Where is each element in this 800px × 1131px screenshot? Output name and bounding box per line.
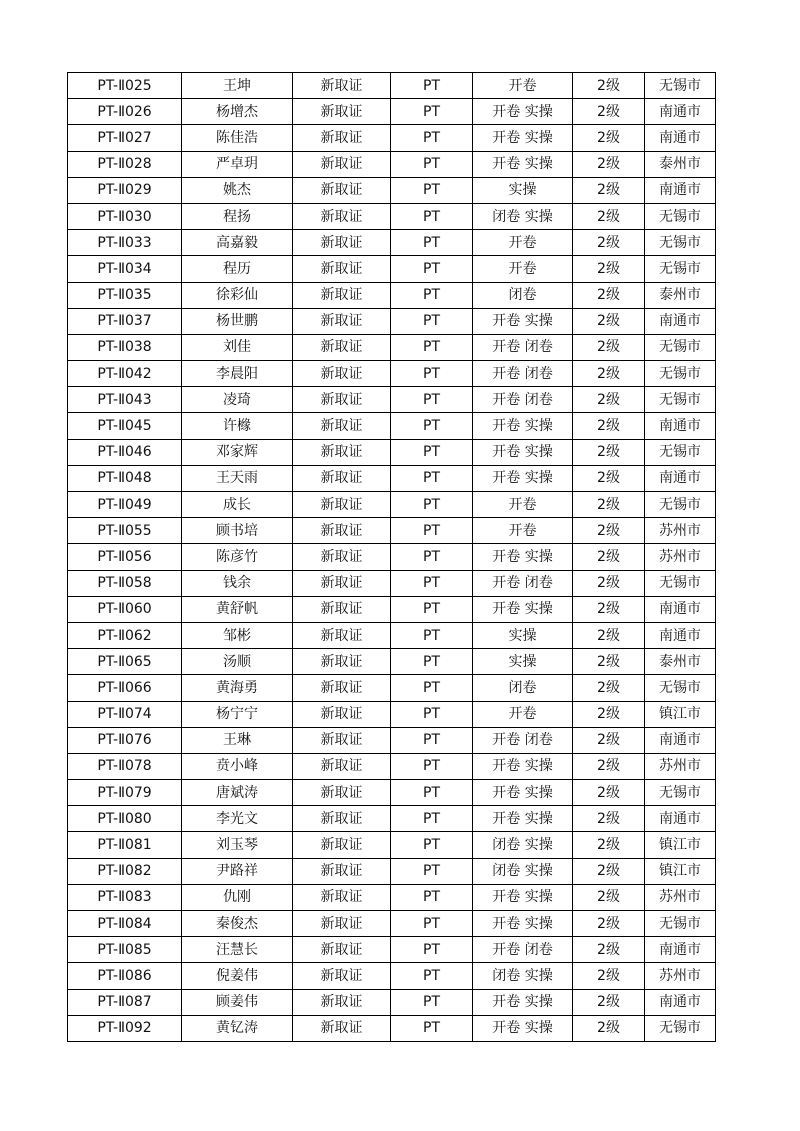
cert-number-cell: PT-Ⅱ082: [68, 858, 182, 884]
cert-type-cell: 新取证: [293, 1015, 391, 1041]
roster-body: [68, 73, 716, 1042]
city-cell: 无锡市: [645, 256, 716, 282]
level-cell: 2级: [573, 884, 645, 910]
level-cell: 2级: [573, 99, 645, 125]
name-cell: 汤顺: [182, 649, 293, 675]
exam-part-cell: 开卷: [473, 701, 573, 727]
method-cell: PT: [391, 361, 473, 387]
cert-number-cell: PT-Ⅱ074: [68, 701, 182, 727]
exam-part-cell: 开卷 闭卷: [473, 387, 573, 413]
method-cell: PT: [391, 230, 473, 256]
cert-type-cell: 新取证: [293, 439, 391, 465]
name-cell: 邹彬: [182, 622, 293, 648]
table-row: [68, 622, 716, 648]
exam-part-cell: 开卷 实操: [473, 753, 573, 779]
table-row: [68, 858, 716, 884]
city-cell: 南通市: [645, 806, 716, 832]
city-cell: 泰州市: [645, 649, 716, 675]
cert-type-cell: 新取证: [293, 387, 391, 413]
name-cell: 杨世鹏: [182, 308, 293, 334]
level-cell: 2级: [573, 911, 645, 937]
method-cell: PT: [391, 727, 473, 753]
table-row: [68, 1015, 716, 1041]
exam-part-cell: 开卷 实操: [473, 465, 573, 491]
name-cell: 程扬: [182, 203, 293, 229]
exam-part-cell: 实操: [473, 649, 573, 675]
method-cell: PT: [391, 675, 473, 701]
method-cell: PT: [391, 596, 473, 622]
cert-number-cell: PT-Ⅱ042: [68, 361, 182, 387]
city-cell: 无锡市: [645, 911, 716, 937]
city-cell: 镇江市: [645, 858, 716, 884]
exam-part-cell: 开卷 实操: [473, 806, 573, 832]
city-cell: 无锡市: [645, 675, 716, 701]
exam-part-cell: 开卷 闭卷: [473, 361, 573, 387]
level-cell: 2级: [573, 675, 645, 701]
method-cell: PT: [391, 858, 473, 884]
table-row: [68, 544, 716, 570]
method-cell: PT: [391, 334, 473, 360]
cert-number-cell: PT-Ⅱ030: [68, 203, 182, 229]
level-cell: 2级: [573, 230, 645, 256]
cert-number-cell: PT-Ⅱ087: [68, 989, 182, 1015]
cert-number-cell: PT-Ⅱ045: [68, 413, 182, 439]
table-row: [68, 99, 716, 125]
name-cell: 唐斌涛: [182, 780, 293, 806]
level-cell: 2级: [573, 937, 645, 963]
table-row: [68, 256, 716, 282]
table-row: [68, 518, 716, 544]
cert-type-cell: 新取证: [293, 492, 391, 518]
roster-table: [67, 72, 716, 1042]
method-cell: PT: [391, 256, 473, 282]
city-cell: 苏州市: [645, 963, 716, 989]
table-row: [68, 125, 716, 151]
cert-type-cell: 新取证: [293, 151, 391, 177]
cert-type-cell: 新取证: [293, 256, 391, 282]
cert-number-cell: PT-Ⅱ080: [68, 806, 182, 832]
method-cell: PT: [391, 753, 473, 779]
cert-number-cell: PT-Ⅱ055: [68, 518, 182, 544]
exam-part-cell: 闭卷: [473, 282, 573, 308]
exam-part-cell: 实操: [473, 622, 573, 648]
city-cell: 无锡市: [645, 1015, 716, 1041]
method-cell: PT: [391, 203, 473, 229]
cert-number-cell: PT-Ⅱ037: [68, 308, 182, 334]
city-cell: 泰州市: [645, 151, 716, 177]
level-cell: 2级: [573, 439, 645, 465]
exam-part-cell: 开卷 闭卷: [473, 570, 573, 596]
cert-number-cell: PT-Ⅱ043: [68, 387, 182, 413]
level-cell: 2级: [573, 125, 645, 151]
cert-number-cell: PT-Ⅱ058: [68, 570, 182, 596]
method-cell: PT: [391, 989, 473, 1015]
cert-number-cell: PT-Ⅱ048: [68, 465, 182, 491]
method-cell: PT: [391, 308, 473, 334]
cert-type-cell: 新取证: [293, 73, 391, 99]
name-cell: 汪慧长: [182, 937, 293, 963]
cert-type-cell: 新取证: [293, 282, 391, 308]
name-cell: 程历: [182, 256, 293, 282]
method-cell: PT: [391, 151, 473, 177]
level-cell: 2级: [573, 413, 645, 439]
city-cell: 南通市: [645, 989, 716, 1015]
city-cell: 无锡市: [645, 334, 716, 360]
level-cell: 2级: [573, 492, 645, 518]
exam-part-cell: 开卷: [473, 492, 573, 518]
cert-number-cell: PT-Ⅱ026: [68, 99, 182, 125]
method-cell: PT: [391, 1015, 473, 1041]
city-cell: 无锡市: [645, 230, 716, 256]
city-cell: 镇江市: [645, 701, 716, 727]
cert-number-cell: PT-Ⅱ066: [68, 675, 182, 701]
level-cell: 2级: [573, 753, 645, 779]
name-cell: 陈彦竹: [182, 544, 293, 570]
name-cell: 邓家辉: [182, 439, 293, 465]
cert-type-cell: 新取证: [293, 334, 391, 360]
cert-number-cell: PT-Ⅱ085: [68, 937, 182, 963]
level-cell: 2级: [573, 544, 645, 570]
table-row: [68, 701, 716, 727]
name-cell: 杨增杰: [182, 99, 293, 125]
name-cell: 尹路祥: [182, 858, 293, 884]
level-cell: 2级: [573, 256, 645, 282]
level-cell: 2级: [573, 334, 645, 360]
cert-type-cell: 新取证: [293, 177, 391, 203]
method-cell: PT: [391, 649, 473, 675]
exam-part-cell: 开卷 实操: [473, 884, 573, 910]
cert-type-cell: 新取证: [293, 963, 391, 989]
exam-part-cell: 开卷 实操: [473, 544, 573, 570]
level-cell: 2级: [573, 832, 645, 858]
level-cell: 2级: [573, 858, 645, 884]
exam-part-cell: 开卷 实操: [473, 99, 573, 125]
name-cell: 黄舒帆: [182, 596, 293, 622]
name-cell: 凌琦: [182, 387, 293, 413]
city-cell: 苏州市: [645, 884, 716, 910]
cert-number-cell: PT-Ⅱ076: [68, 727, 182, 753]
method-cell: PT: [391, 544, 473, 570]
level-cell: 2级: [573, 518, 645, 544]
method-cell: PT: [391, 99, 473, 125]
exam-part-cell: 闭卷: [473, 675, 573, 701]
city-cell: 苏州市: [645, 544, 716, 570]
level-cell: 2级: [573, 727, 645, 753]
method-cell: PT: [391, 622, 473, 648]
level-cell: 2级: [573, 780, 645, 806]
table-row: [68, 780, 716, 806]
level-cell: 2级: [573, 151, 645, 177]
name-cell: 王琳: [182, 727, 293, 753]
city-cell: 苏州市: [645, 518, 716, 544]
method-cell: PT: [391, 937, 473, 963]
table-row: [68, 963, 716, 989]
table-row: [68, 911, 716, 937]
cert-number-cell: PT-Ⅱ046: [68, 439, 182, 465]
cert-type-cell: 新取证: [293, 622, 391, 648]
level-cell: 2级: [573, 596, 645, 622]
cert-type-cell: 新取证: [293, 832, 391, 858]
method-cell: PT: [391, 465, 473, 491]
level-cell: 2级: [573, 806, 645, 832]
exam-part-cell: 实操: [473, 177, 573, 203]
table-row: [68, 73, 716, 99]
cert-type-cell: 新取证: [293, 727, 391, 753]
exam-part-cell: 闭卷 实操: [473, 963, 573, 989]
table-row: [68, 884, 716, 910]
level-cell: 2级: [573, 622, 645, 648]
exam-part-cell: 开卷 实操: [473, 911, 573, 937]
method-cell: PT: [391, 911, 473, 937]
exam-part-cell: 开卷 实操: [473, 308, 573, 334]
exam-part-cell: 开卷 实操: [473, 596, 573, 622]
name-cell: 秦俊杰: [182, 911, 293, 937]
city-cell: 南通市: [645, 596, 716, 622]
city-cell: 无锡市: [645, 203, 716, 229]
cert-number-cell: PT-Ⅱ083: [68, 884, 182, 910]
table-row: [68, 439, 716, 465]
cert-type-cell: 新取证: [293, 570, 391, 596]
cert-number-cell: PT-Ⅱ038: [68, 334, 182, 360]
cert-number-cell: PT-Ⅱ079: [68, 780, 182, 806]
table-row: [68, 177, 716, 203]
name-cell: 姚杰: [182, 177, 293, 203]
cert-type-cell: 新取证: [293, 649, 391, 675]
method-cell: PT: [391, 518, 473, 544]
method-cell: PT: [391, 125, 473, 151]
city-cell: 无锡市: [645, 361, 716, 387]
name-cell: 严卓玥: [182, 151, 293, 177]
city-cell: 南通市: [645, 413, 716, 439]
name-cell: 高嘉毅: [182, 230, 293, 256]
method-cell: PT: [391, 439, 473, 465]
name-cell: 顾书培: [182, 518, 293, 544]
city-cell: 南通市: [645, 937, 716, 963]
city-cell: 无锡市: [645, 73, 716, 99]
city-cell: 南通市: [645, 308, 716, 334]
table-row: [68, 334, 716, 360]
table-row: [68, 596, 716, 622]
cert-type-cell: 新取证: [293, 780, 391, 806]
cert-number-cell: PT-Ⅱ081: [68, 832, 182, 858]
method-cell: PT: [391, 570, 473, 596]
level-cell: 2级: [573, 701, 645, 727]
cert-number-cell: PT-Ⅱ028: [68, 151, 182, 177]
name-cell: 王坤: [182, 73, 293, 99]
cert-number-cell: PT-Ⅱ035: [68, 282, 182, 308]
level-cell: 2级: [573, 649, 645, 675]
cert-type-cell: 新取证: [293, 361, 391, 387]
name-cell: 徐彩仙: [182, 282, 293, 308]
name-cell: 贲小峰: [182, 753, 293, 779]
table-row: [68, 308, 716, 334]
city-cell: 无锡市: [645, 439, 716, 465]
name-cell: 钱余: [182, 570, 293, 596]
city-cell: 无锡市: [645, 492, 716, 518]
cert-type-cell: 新取证: [293, 518, 391, 544]
cert-number-cell: PT-Ⅱ025: [68, 73, 182, 99]
method-cell: PT: [391, 282, 473, 308]
table-row: [68, 151, 716, 177]
cert-number-cell: PT-Ⅱ084: [68, 911, 182, 937]
name-cell: 刘玉琴: [182, 832, 293, 858]
name-cell: 许橼: [182, 413, 293, 439]
name-cell: 李光文: [182, 806, 293, 832]
cert-type-cell: 新取证: [293, 544, 391, 570]
table-row: [68, 465, 716, 491]
name-cell: 倪姜伟: [182, 963, 293, 989]
cert-number-cell: PT-Ⅱ034: [68, 256, 182, 282]
exam-part-cell: 开卷 闭卷: [473, 937, 573, 963]
cert-type-cell: 新取证: [293, 308, 391, 334]
name-cell: 成长: [182, 492, 293, 518]
cert-type-cell: 新取证: [293, 99, 391, 125]
level-cell: 2级: [573, 282, 645, 308]
level-cell: 2级: [573, 963, 645, 989]
cert-type-cell: 新取证: [293, 596, 391, 622]
exam-part-cell: 开卷 实操: [473, 989, 573, 1015]
city-cell: 南通市: [645, 727, 716, 753]
exam-part-cell: 开卷: [473, 256, 573, 282]
cert-type-cell: 新取证: [293, 465, 391, 491]
table-row: [68, 989, 716, 1015]
cert-number-cell: PT-Ⅱ029: [68, 177, 182, 203]
city-cell: 南通市: [645, 125, 716, 151]
level-cell: 2级: [573, 203, 645, 229]
table-row: [68, 361, 716, 387]
method-cell: PT: [391, 492, 473, 518]
exam-part-cell: 开卷: [473, 518, 573, 544]
table-row: [68, 937, 716, 963]
level-cell: 2级: [573, 177, 645, 203]
city-cell: 南通市: [645, 465, 716, 491]
level-cell: 2级: [573, 1015, 645, 1041]
method-cell: PT: [391, 177, 473, 203]
city-cell: 苏州市: [645, 753, 716, 779]
cert-type-cell: 新取证: [293, 230, 391, 256]
method-cell: PT: [391, 806, 473, 832]
name-cell: 陈佳浩: [182, 125, 293, 151]
table-row: [68, 492, 716, 518]
method-cell: PT: [391, 701, 473, 727]
exam-part-cell: 开卷 实操: [473, 439, 573, 465]
cert-number-cell: PT-Ⅱ062: [68, 622, 182, 648]
exam-part-cell: 开卷: [473, 73, 573, 99]
cert-type-cell: 新取证: [293, 911, 391, 937]
cert-type-cell: 新取证: [293, 701, 391, 727]
name-cell: 王天雨: [182, 465, 293, 491]
cert-type-cell: 新取证: [293, 125, 391, 151]
exam-part-cell: 开卷 实操: [473, 780, 573, 806]
city-cell: 无锡市: [645, 387, 716, 413]
method-cell: PT: [391, 832, 473, 858]
method-cell: PT: [391, 780, 473, 806]
method-cell: PT: [391, 413, 473, 439]
table-row: [68, 203, 716, 229]
exam-part-cell: 开卷 闭卷: [473, 727, 573, 753]
method-cell: PT: [391, 73, 473, 99]
exam-part-cell: 开卷 实操: [473, 125, 573, 151]
exam-part-cell: 开卷 实操: [473, 151, 573, 177]
exam-part-cell: 闭卷 实操: [473, 832, 573, 858]
method-cell: PT: [391, 884, 473, 910]
cert-number-cell: PT-Ⅱ078: [68, 753, 182, 779]
city-cell: 南通市: [645, 177, 716, 203]
exam-part-cell: 开卷: [473, 230, 573, 256]
method-cell: PT: [391, 963, 473, 989]
cert-type-cell: 新取证: [293, 413, 391, 439]
level-cell: 2级: [573, 308, 645, 334]
cert-type-cell: 新取证: [293, 884, 391, 910]
name-cell: 黄海勇: [182, 675, 293, 701]
cert-type-cell: 新取证: [293, 675, 391, 701]
name-cell: 仇刚: [182, 884, 293, 910]
table-row: [68, 832, 716, 858]
cert-number-cell: PT-Ⅱ056: [68, 544, 182, 570]
cert-number-cell: PT-Ⅱ060: [68, 596, 182, 622]
cert-type-cell: 新取证: [293, 989, 391, 1015]
city-cell: 南通市: [645, 622, 716, 648]
name-cell: 黄钇涛: [182, 1015, 293, 1041]
city-cell: 无锡市: [645, 780, 716, 806]
exam-part-cell: 闭卷 实操: [473, 203, 573, 229]
table-row: [68, 282, 716, 308]
level-cell: 2级: [573, 989, 645, 1015]
cert-type-cell: 新取证: [293, 203, 391, 229]
table-row: [68, 570, 716, 596]
name-cell: 刘佳: [182, 334, 293, 360]
cert-type-cell: 新取证: [293, 937, 391, 963]
cert-number-cell: PT-Ⅱ049: [68, 492, 182, 518]
exam-part-cell: 开卷 实操: [473, 1015, 573, 1041]
city-cell: 无锡市: [645, 570, 716, 596]
name-cell: 杨宁宁: [182, 701, 293, 727]
table-row: [68, 230, 716, 256]
cert-number-cell: PT-Ⅱ027: [68, 125, 182, 151]
cert-number-cell: PT-Ⅱ086: [68, 963, 182, 989]
exam-part-cell: 开卷 实操: [473, 413, 573, 439]
cert-type-cell: 新取证: [293, 753, 391, 779]
level-cell: 2级: [573, 465, 645, 491]
table-row: [68, 675, 716, 701]
level-cell: 2级: [573, 387, 645, 413]
table-row: [68, 806, 716, 832]
exam-part-cell: 闭卷 实操: [473, 858, 573, 884]
cert-type-cell: 新取证: [293, 858, 391, 884]
city-cell: 镇江市: [645, 832, 716, 858]
level-cell: 2级: [573, 73, 645, 99]
table-row: [68, 649, 716, 675]
table-row: [68, 413, 716, 439]
name-cell: 李晨阳: [182, 361, 293, 387]
city-cell: 南通市: [645, 99, 716, 125]
level-cell: 2级: [573, 361, 645, 387]
cert-number-cell: PT-Ⅱ033: [68, 230, 182, 256]
exam-part-cell: 开卷 闭卷: [473, 334, 573, 360]
cert-number-cell: PT-Ⅱ065: [68, 649, 182, 675]
name-cell: 顾姜伟: [182, 989, 293, 1015]
city-cell: 泰州市: [645, 282, 716, 308]
table-row: [68, 727, 716, 753]
table-row: [68, 753, 716, 779]
method-cell: PT: [391, 387, 473, 413]
cert-type-cell: 新取证: [293, 806, 391, 832]
level-cell: 2级: [573, 570, 645, 596]
cert-number-cell: PT-Ⅱ092: [68, 1015, 182, 1041]
table-row: [68, 387, 716, 413]
